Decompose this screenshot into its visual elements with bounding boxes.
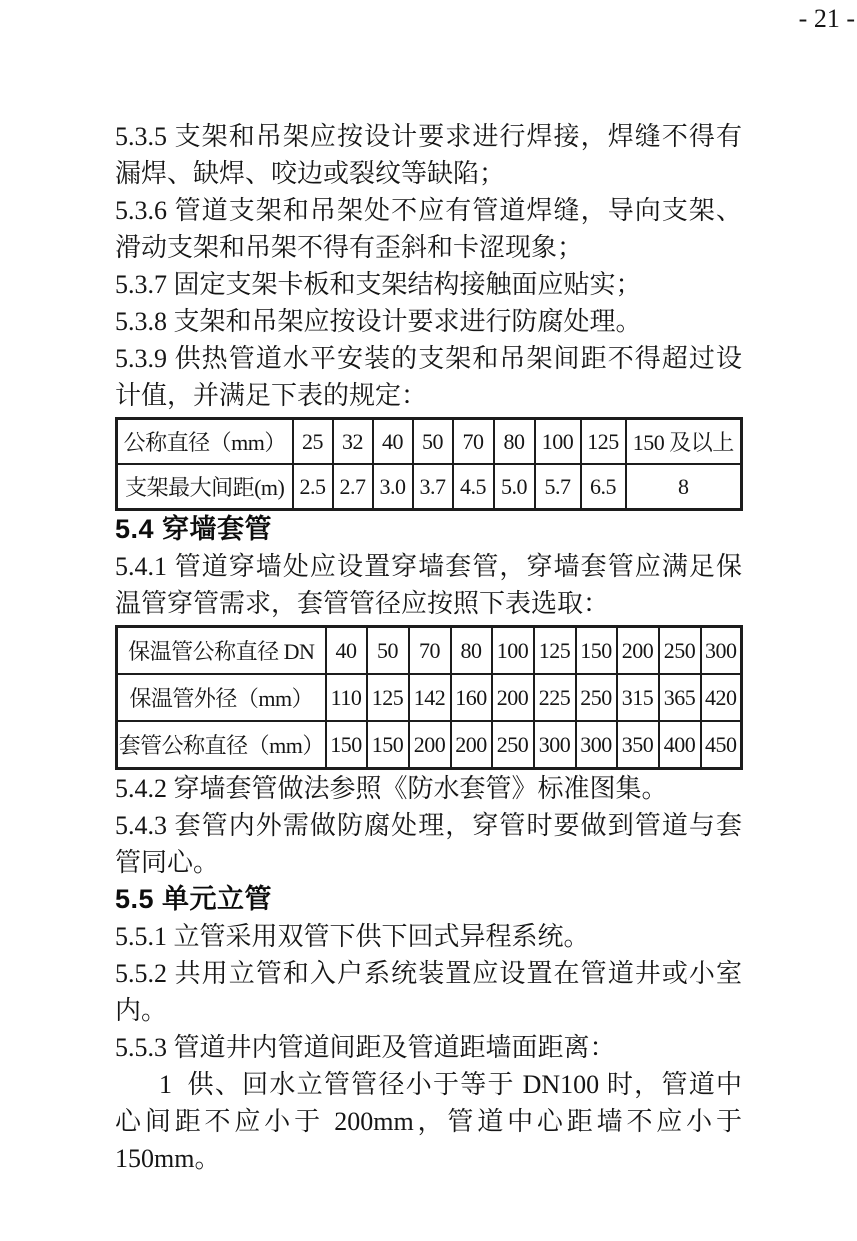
table-cell: 200 xyxy=(451,721,492,769)
clause-5-3-5: 5.3.5 支架和吊架应按设计要求进行焊接，焊缝不得有漏焊、缺焊、咬边或裂纹等缺陷； xyxy=(115,122,742,188)
table-row-label: 支架最大间距(m) xyxy=(117,464,293,510)
table-cell: 350 xyxy=(617,721,659,769)
table-cell: 110 xyxy=(326,674,367,721)
clause-5-4-1: 5.4.1 管道穿墙处应设置穿墙套管，穿墙套管应满足保温管穿管需求，套管管径应按照下表选取： xyxy=(115,552,742,618)
clause-5-3-7: 5.3.7 固定支架卡板和支架结构接触面应贴实； xyxy=(115,270,642,299)
table-cell: 150 及以上 xyxy=(626,419,742,465)
table-cell: 70 xyxy=(409,627,451,675)
support-max-spacing-table xyxy=(115,417,743,511)
table-cell: 100 xyxy=(492,627,534,675)
table-cell: 3.0 xyxy=(373,464,413,510)
table-cell: 40 xyxy=(326,627,367,675)
clause-5-5-2: 5.5.2 共用立管和入户系统装置应设置在管道井或小室内。 xyxy=(115,959,742,1025)
table-cell: 400 xyxy=(659,721,701,769)
clause-5-5-3: 5.5.3 管道井内管道间距及管道距墙面距离： xyxy=(115,1033,616,1062)
clause-5-4-2: 5.4.2 穿墙套管做法参照《防水套管》标准图集。 xyxy=(115,774,668,803)
table-cell: 250 xyxy=(576,674,617,721)
table-cell: 5.7 xyxy=(535,464,581,510)
table-row-label: 保温管外径（mm） xyxy=(117,674,326,721)
table-cell: 4.5 xyxy=(453,464,494,510)
clause-5-3-8: 5.3.8 支架和吊架应按设计要求进行防腐处理。 xyxy=(115,307,642,336)
table-cell: 32 xyxy=(333,419,373,465)
table-row xyxy=(117,464,742,510)
table-cell: 150 xyxy=(576,627,617,675)
table-cell: 200 xyxy=(617,627,659,675)
table-cell: 40 xyxy=(373,419,413,465)
table-cell: 420 xyxy=(701,674,742,721)
table-cell: 160 xyxy=(451,674,492,721)
table-row xyxy=(117,627,742,675)
table-cell: 70 xyxy=(453,419,494,465)
table-cell: 125 xyxy=(367,674,409,721)
table-cell: 125 xyxy=(581,419,626,465)
table-cell: 6.5 xyxy=(581,464,626,510)
table-cell: 300 xyxy=(576,721,617,769)
table-cell: 315 xyxy=(617,674,659,721)
table-cell: 2.5 xyxy=(293,464,333,510)
table-cell: 450 xyxy=(701,721,742,769)
table-cell: 5.0 xyxy=(494,464,535,510)
table-cell: 8 xyxy=(626,464,742,510)
table-row xyxy=(117,419,742,465)
clause-5-3-9: 5.3.9 供热管道水平安装的支架和吊架间距不得超过设计值，并满足下表的规定： xyxy=(115,344,742,410)
table-cell: 300 xyxy=(701,627,742,675)
table-row-label: 套管公称直径（mm） xyxy=(117,721,326,769)
table-cell: 142 xyxy=(409,674,451,721)
table-cell: 225 xyxy=(534,674,576,721)
table-cell: 25 xyxy=(293,419,333,465)
table-cell: 125 xyxy=(534,627,576,675)
section-5-4-heading: 5.4 穿墙套管 xyxy=(115,514,273,544)
table-cell: 200 xyxy=(409,721,451,769)
table-row-label: 保温管公称直径 DN xyxy=(117,627,326,675)
table-cell: 250 xyxy=(659,627,701,675)
table-cell: 100 xyxy=(535,419,581,465)
table-cell: 80 xyxy=(451,627,492,675)
table-row-label: 公称直径（mm） xyxy=(117,419,293,465)
clause-5-5-1: 5.5.1 立管采用双管下供下回式异程系统。 xyxy=(115,922,590,951)
clause-5-4-3: 5.4.3 套管内外需做防腐处理，穿管时要做到管道与套管同心。 xyxy=(115,811,742,877)
page-number: - 21 - xyxy=(798,4,855,33)
table-cell: 300 xyxy=(534,721,576,769)
table-cell: 200 xyxy=(492,674,534,721)
clause-5-5-3-item-1: 1 供、回水立管管径小于等于 DN100 时，管道中心间距不应小于 200mm，管道中心距墙不应小于 150mm。 xyxy=(115,1070,749,1173)
table-cell: 365 xyxy=(659,674,701,721)
table-cell: 2.7 xyxy=(333,464,373,510)
table-cell: 150 xyxy=(367,721,409,769)
table-cell: 250 xyxy=(492,721,534,769)
table-row xyxy=(117,674,742,721)
section-5-5-heading: 5.5 单元立管 xyxy=(115,884,273,914)
clause-5-3-6: 5.3.6 管道支架和吊架处不应有管道焊缝，导向支架、滑动支架和吊架不得有歪斜和卡涩现象； xyxy=(115,196,742,262)
table-cell: 80 xyxy=(494,419,535,465)
table-cell: 50 xyxy=(367,627,409,675)
table-row xyxy=(117,721,742,769)
table-cell: 150 xyxy=(326,721,367,769)
table-cell: 50 xyxy=(413,419,453,465)
casing-diameter-table xyxy=(115,625,743,770)
document-content xyxy=(115,118,749,1177)
table-cell: 3.7 xyxy=(413,464,453,510)
